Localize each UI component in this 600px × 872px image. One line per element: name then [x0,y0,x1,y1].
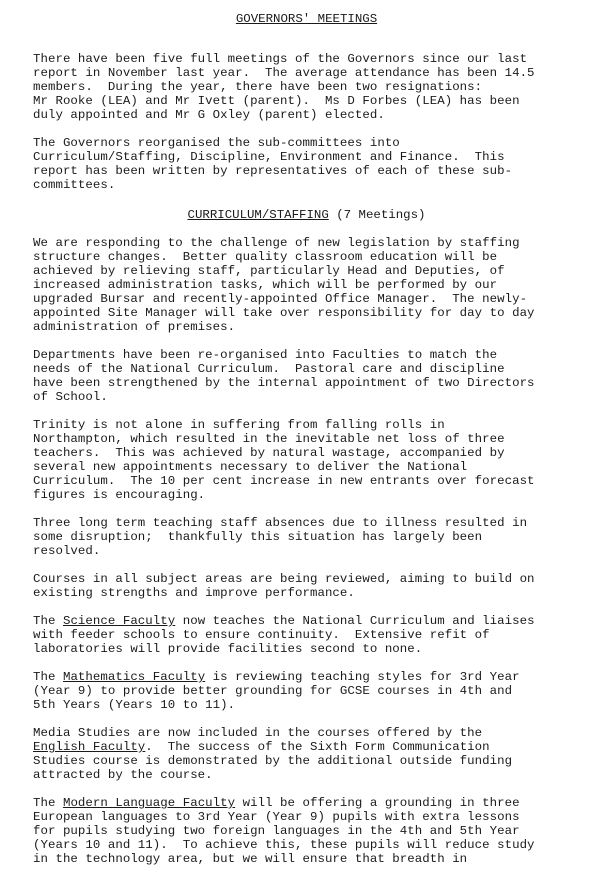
text-line: report has been written by representatives of each of these sub- [33,164,513,178]
text-line: members. During the year, there have been two resignations: [33,80,483,94]
text-line: existing strengths and improve performance. [33,586,355,600]
section-heading [33,208,580,222]
text-line: several new appointments necessary to deliver the National [33,460,468,474]
text-line: needs of the National Curriculum. Pastoral care and discipline [33,362,505,376]
text-line: Studies course is demonstrated by the additional outside funding [33,754,513,768]
text-line: figures is encouraging. [33,488,206,502]
text-line: administration of premises. [33,320,236,334]
text-line: We are responding to the challenge of new legislation by staffing [33,236,520,250]
text-line: upgraded Bursar and recently-appointed Office Manager. The newly- [33,292,528,306]
text-line: duly appointed and Mr G Oxley (parent) elected. [33,108,385,122]
text-line: (Years 10 and 11). To achieve this, these pupils will reduce study [33,838,535,852]
text-fragment: . The success of the Sixth Form Communication [145,740,490,754]
text-fragment: The [33,796,63,810]
text-line: European languages to 3rd Year (Year 9) pupils with extra lessons [33,810,520,824]
section-heading-text: CURRICULUM/STAFFING [187,208,329,222]
text-line: in the technology area, but we will ensure that breadth in [33,852,468,866]
paragraph-mathematics-faculty [33,670,580,712]
text-line: Curriculum. The 10 per cent increase in new entrants over forecast [33,474,535,488]
text-line: (Year 9) to provide better grounding for GCSE courses in 4th and [33,684,513,698]
text-line: Northampton, which resulted in the inevitable net loss of three [33,432,505,446]
text-line: Media Studies are now included in the courses offered by the [33,726,483,740]
text-line: laboratories will provide facilities second to none. [33,642,423,656]
paragraph-courses-review [33,572,580,600]
faculty-name-english: English Faculty [33,740,146,754]
text-line: structure changes. Better quality classroom education will be [33,250,498,264]
faculty-name-mathematics: Mathematics Faculty [62,670,206,684]
document-title [33,12,580,26]
text-line: Departments have been re-organised into Faculties to match the [33,348,498,362]
intro-paragraph-1 [33,52,580,122]
paragraph-english-faculty [33,726,580,782]
text-line: have been strengthened by the internal appointment of two Directors [33,376,535,390]
text-line: Courses in all subject areas are being reviewed, aiming to build on [33,572,535,586]
paragraph-staff-absences [33,516,580,558]
paragraph-staffing-structure [33,236,580,334]
text-fragment: is reviewing teaching styles for 3rd Year [205,670,520,684]
faculty-name-modern-language: Modern Language Faculty [62,796,236,810]
text-line: some disruption; thankfully this situation has largely been [33,530,483,544]
text-line: committees. [33,178,116,192]
text-line: of School. [33,390,108,404]
text-line: attracted by the course. [33,768,213,782]
intro-paragraph-2 [33,136,580,192]
text-fragment: will be offering a grounding in three [235,796,520,810]
text-fragment: The [33,670,63,684]
text-line: Three long term teaching staff absences due to illness resulted in [33,516,528,530]
text-line: report in November last year. The average attendance has been 14.5 [33,66,535,80]
text-line: teachers. This was achieved by natural wastage, accompanied by [33,446,505,460]
faculty-name-science: Science Faculty [62,614,176,628]
text-line: with feeder schools to ensure continuity. Extensive refit of [33,628,490,642]
text-line: 5th Years (Years 10 to 11). [33,698,236,712]
text-line: achieved by relieving staff, particularly Head and Deputies, of [33,264,505,278]
text-line: Mr Rooke (LEA) and Mr Ivett (parent). Ms D Forbes (LEA) has been [33,94,520,108]
text-line: There have been five full meetings of the Governors since our last [33,52,528,66]
text-line: increased administration tasks, which will be performed by our [33,278,498,292]
text-line: appointed Site Manager will take over responsibility for day to day [33,306,535,320]
text-line: Curriculum/Staffing, Discipline, Environment and Finance. This [33,150,505,164]
text-line: Trinity is not alone in suffering from falling rolls in [33,418,445,432]
paragraph-faculties [33,348,580,404]
section-heading-suffix: (7 Meetings) [328,208,426,222]
paragraph-science-faculty [33,614,580,656]
text-line: The Governors reorganised the sub-committees into [33,136,400,150]
text-line: for pupils studying two foreign languages in the 4th and 5th Year [33,824,520,838]
text-line: resolved. [33,544,101,558]
text-fragment: The [33,614,63,628]
paragraph-modern-language-faculty [33,796,580,866]
title-text: GOVERNORS' MEETINGS [235,12,378,26]
paragraph-falling-rolls [33,418,580,502]
text-fragment: now teaches the National Curriculum and liaises [175,614,535,628]
